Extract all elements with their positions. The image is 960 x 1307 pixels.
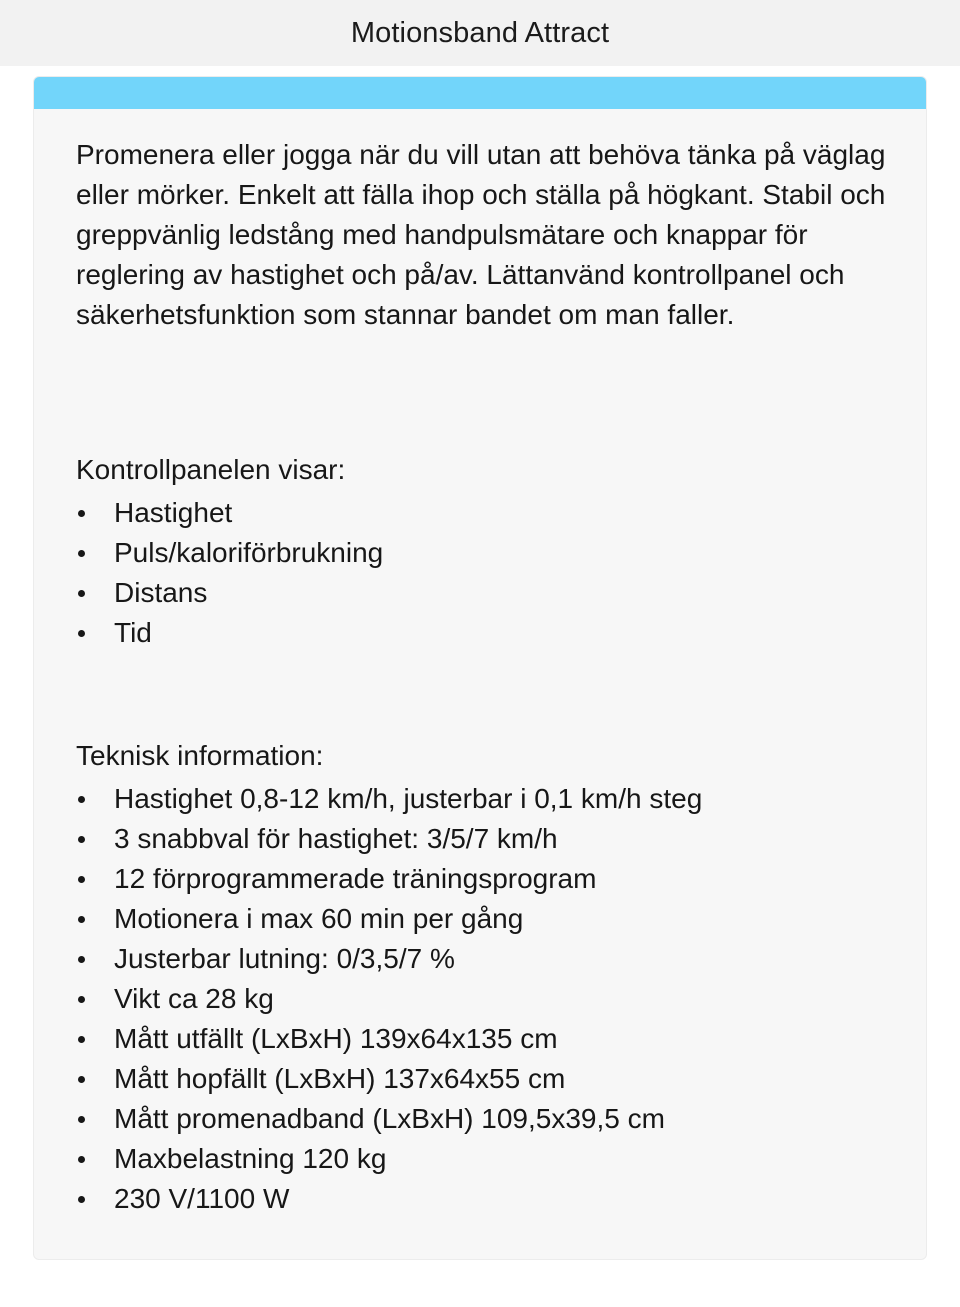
- list-item: [76, 899, 886, 939]
- list-item-label: Vikt ca 28 kg: [114, 983, 274, 1014]
- product-info-card: [33, 76, 927, 1260]
- bullet-icon: [78, 956, 85, 963]
- list-item-label: Tid: [114, 617, 152, 648]
- control-panel-heading: Kontrollpanelen visar:: [76, 454, 346, 485]
- bullet-icon: [78, 796, 85, 803]
- list-item: [76, 1099, 886, 1139]
- bullet-icon: [78, 590, 85, 597]
- bullet-icon: [78, 876, 85, 883]
- bullet-icon: [78, 1036, 85, 1043]
- section-spacer: [76, 335, 886, 453]
- page-title: Motionsband Attract: [350, 16, 610, 49]
- list-item: [76, 819, 886, 859]
- list-item: [76, 979, 886, 1019]
- technical-info-section: [76, 739, 886, 1219]
- list-item: [76, 613, 886, 653]
- technical-info-heading: Teknisk information:: [76, 740, 324, 771]
- list-item-label: 12 förprogrammerade träningsprogram: [114, 863, 597, 894]
- list-item: [76, 533, 886, 573]
- card-body: [34, 109, 926, 1219]
- list-item: [76, 779, 886, 819]
- list-item-label: Mått promenadband (LxBxH) 109,5x39,5 cm: [114, 1103, 665, 1134]
- list-item: [76, 573, 886, 613]
- control-panel-list: [76, 493, 886, 653]
- bullet-icon: [78, 1116, 85, 1123]
- bullet-icon: [78, 510, 85, 517]
- bullet-icon: [78, 1076, 85, 1083]
- list-item-label: Maxbelastning 120 kg: [114, 1143, 387, 1174]
- list-item: [76, 493, 886, 533]
- control-panel-section: [76, 453, 886, 653]
- list-item: [76, 1019, 886, 1059]
- list-item: [76, 939, 886, 979]
- list-item-label: Mått hopfällt (LxBxH) 137x64x55 cm: [114, 1063, 566, 1094]
- bullet-icon: [78, 550, 85, 557]
- list-item-label: Motionera i max 60 min per gång: [114, 903, 524, 934]
- technical-info-list: [76, 779, 886, 1219]
- list-item-label: Distans: [114, 577, 208, 608]
- product-description: Promenera eller jogga när du vill utan att behöva tänka på väglag eller mörker. Enkelt att fälla ihop och ställa på högkant. Stabil och greppvänlig ledstång med handpulsmätare och knappar för reglering av hastighet och på/av. Lättanvänd kontrollpanel och säkerhetsfunktion som stannar bandet om man faller.: [76, 139, 886, 330]
- list-item: [76, 1139, 886, 1179]
- bullet-icon: [78, 916, 85, 923]
- bullet-icon: [78, 630, 85, 637]
- list-item-label: Hastighet 0,8-12 km/h, justerbar i 0,1 km/h steg: [114, 783, 703, 814]
- list-item: [76, 859, 886, 899]
- accent-bar: [34, 77, 926, 109]
- list-item-label: Mått utfällt (LxBxH) 139x64x135 cm: [114, 1023, 558, 1054]
- list-item-label: Hastighet: [114, 497, 233, 528]
- list-item: [76, 1179, 886, 1219]
- list-item-label: 230 V/1100 W: [114, 1183, 290, 1214]
- bullet-icon: [78, 996, 85, 1003]
- bullet-icon: [78, 1196, 85, 1203]
- bullet-icon: [78, 1156, 85, 1163]
- list-item: [76, 1059, 886, 1099]
- page-header: [0, 0, 960, 66]
- list-item-label: 3 snabbval för hastighet: 3/5/7 km/h: [114, 823, 558, 854]
- list-item-label: Puls/kaloriförbrukning: [114, 537, 384, 568]
- section-spacer: [76, 653, 886, 739]
- list-item-label: Justerbar lutning: 0/3,5/7 %: [114, 943, 455, 974]
- bullet-icon: [78, 836, 85, 843]
